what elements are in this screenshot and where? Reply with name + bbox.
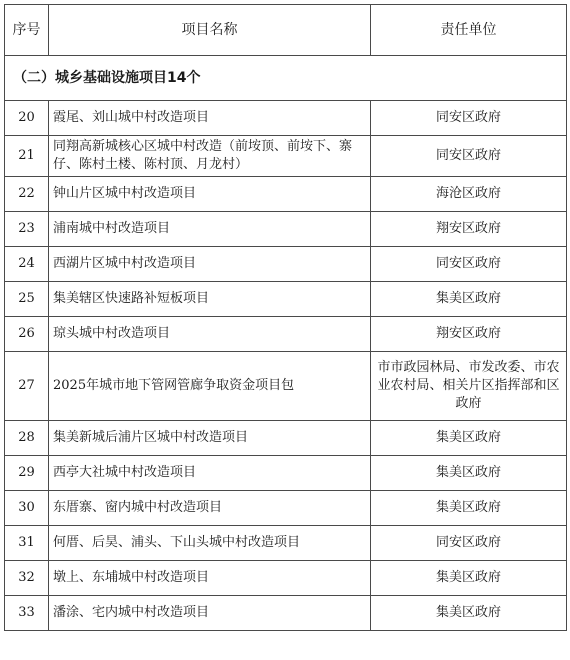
row-unit: 海沧区政府: [371, 177, 567, 212]
row-unit: 集美区政府: [371, 561, 567, 596]
row-unit: 同安区政府: [371, 247, 567, 282]
table-row: [5, 101, 567, 136]
table-row: [5, 247, 567, 282]
row-name: 浦南城中村改造项目: [49, 212, 371, 247]
row-no: 27: [5, 352, 49, 421]
header-row: [5, 5, 567, 56]
row-unit: 集美区政府: [371, 421, 567, 456]
row-unit: 集美区政府: [371, 491, 567, 526]
table-row: [5, 177, 567, 212]
row-no: 31: [5, 526, 49, 561]
row-no: 32: [5, 561, 49, 596]
table-row: [5, 136, 567, 177]
row-no: 29: [5, 456, 49, 491]
row-unit: 翔安区政府: [371, 212, 567, 247]
header-no: 序号: [5, 5, 49, 56]
row-name: 集美辖区快速路补短板项目: [49, 282, 371, 317]
row-no: 26: [5, 317, 49, 352]
row-name: 2025年城市地下管网管廊争取资金项目包: [49, 352, 371, 421]
table-row: [5, 317, 567, 352]
row-unit: 集美区政府: [371, 596, 567, 631]
table-row: [5, 596, 567, 631]
row-no: 21: [5, 136, 49, 177]
row-no: 30: [5, 491, 49, 526]
table-row: [5, 526, 567, 561]
section-title: （二）城乡基础设施项目14个: [5, 56, 567, 101]
row-name: 东厝寨、窗内城中村改造项目: [49, 491, 371, 526]
row-unit: 同安区政府: [371, 136, 567, 177]
row-name: 潘涂、宅内城中村改造项目: [49, 596, 371, 631]
row-no: 28: [5, 421, 49, 456]
row-unit: 集美区政府: [371, 282, 567, 317]
row-name: 西亭大社城中村改造项目: [49, 456, 371, 491]
header-unit: 责任单位: [371, 5, 567, 56]
row-no: 20: [5, 101, 49, 136]
row-name: 墩上、东埔城中村改造项目: [49, 561, 371, 596]
row-unit: 翔安区政府: [371, 317, 567, 352]
row-name: 霞尾、刘山城中村改造项目: [49, 101, 371, 136]
row-name: 钟山片区城中村改造项目: [49, 177, 371, 212]
row-name: 集美新城后浦片区城中村改造项目: [49, 421, 371, 456]
project-table: [4, 4, 567, 631]
row-unit: 同安区政府: [371, 101, 567, 136]
row-no: 23: [5, 212, 49, 247]
row-no: 22: [5, 177, 49, 212]
table-row: [5, 561, 567, 596]
row-name: 西湖片区城中村改造项目: [49, 247, 371, 282]
row-unit: 集美区政府: [371, 456, 567, 491]
section-row: [5, 56, 567, 101]
table-row: [5, 421, 567, 456]
table-row: [5, 491, 567, 526]
row-no: 24: [5, 247, 49, 282]
row-name: 何厝、后昊、浦头、下山头城中村改造项目: [49, 526, 371, 561]
row-no: 25: [5, 282, 49, 317]
header-name: 项目名称: [49, 5, 371, 56]
row-unit: 同安区政府: [371, 526, 567, 561]
table-row: [5, 212, 567, 247]
table-row: [5, 282, 567, 317]
row-name: 同翔高新城核心区城中村改造（前垵顶、前垵下、寨仔、陈村土楼、陈村顶、月龙村）: [49, 136, 371, 177]
project-table-container: [4, 4, 566, 631]
row-unit: 市市政园林局、市发改委、市农业农村局、相关片区指挥部和区政府: [371, 352, 567, 421]
table-row: [5, 352, 567, 421]
row-name: 琼头城中村改造项目: [49, 317, 371, 352]
table-row: [5, 456, 567, 491]
row-no: 33: [5, 596, 49, 631]
